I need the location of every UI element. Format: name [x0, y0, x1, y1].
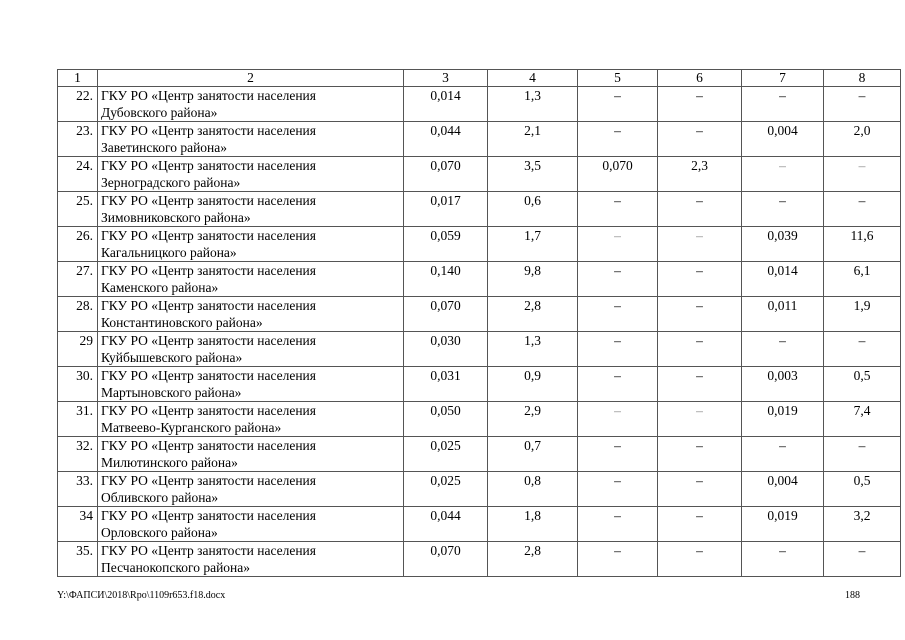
value-cell-c5: –	[578, 542, 658, 577]
value-cell-c4: 1,8	[488, 507, 578, 542]
value-cell-c4: 1,7	[488, 227, 578, 262]
organization-name-line2: Куйбышевского района»	[101, 350, 243, 365]
value-cell-c7: –	[742, 87, 824, 122]
value-cell-c6: 2,3	[658, 157, 742, 192]
table-row	[58, 437, 901, 472]
row-number: 30.	[58, 367, 98, 402]
organization-name-line1: ГКУ РО «Центр занятости населения	[101, 123, 316, 138]
organization-name-line1: ГКУ РО «Центр занятости населения	[101, 88, 316, 103]
value-cell-c7: 0,003	[742, 367, 824, 402]
table-row	[58, 472, 901, 507]
organization-name	[98, 437, 404, 472]
value-cell-c7: 0,039	[742, 227, 824, 262]
row-number: 24.	[58, 157, 98, 192]
value-cell-c6: –	[658, 87, 742, 122]
organization-name-line1: ГКУ РО «Центр занятости населения	[101, 263, 316, 278]
value-cell-c8: –	[824, 332, 901, 367]
value-cell-c6: –	[658, 507, 742, 542]
value-cell-c3: 0,014	[404, 87, 488, 122]
organization-name-line2: Зимовниковского района»	[101, 210, 251, 225]
row-number: 29	[58, 332, 98, 367]
value-cell-c8: –	[824, 157, 901, 192]
value-cell-c4: 2,9	[488, 402, 578, 437]
organization-name	[98, 332, 404, 367]
header-cell: 3	[404, 70, 488, 87]
value-cell-c3: 0,070	[404, 157, 488, 192]
row-number: 22.	[58, 87, 98, 122]
header-cell: 1	[58, 70, 98, 87]
value-cell-c8: –	[824, 542, 901, 577]
value-cell-c3: 0,044	[404, 122, 488, 157]
value-cell-c5: –	[578, 297, 658, 332]
organization-name-line2: Каменского района»	[101, 280, 219, 295]
value-cell-c7: –	[742, 192, 824, 227]
value-cell-c4: 0,9	[488, 367, 578, 402]
value-cell-c3: 0,017	[404, 192, 488, 227]
organization-name-line2: Константиновского района»	[101, 315, 263, 330]
organization-name	[98, 402, 404, 437]
table-row	[58, 297, 901, 332]
organization-name-line2: Зерноградского района»	[101, 175, 241, 190]
value-cell-c7: 0,004	[742, 122, 824, 157]
table-row	[58, 507, 901, 542]
value-cell-c4: 1,3	[488, 332, 578, 367]
organization-name	[98, 262, 404, 297]
value-cell-c3: 0,050	[404, 402, 488, 437]
value-cell-c3: 0,070	[404, 297, 488, 332]
organization-name	[98, 507, 404, 542]
value-cell-c5: –	[578, 437, 658, 472]
organization-name-line1: ГКУ РО «Центр занятости населения	[101, 193, 316, 208]
value-cell-c7: 0,004	[742, 472, 824, 507]
organization-name-line2: Песчанокопского района»	[101, 560, 251, 575]
value-cell-c5: –	[578, 332, 658, 367]
value-cell-c3: 0,025	[404, 472, 488, 507]
organization-name	[98, 367, 404, 402]
value-cell-c3: 0,025	[404, 437, 488, 472]
value-cell-c5: –	[578, 262, 658, 297]
value-cell-c8: –	[824, 437, 901, 472]
value-cell-c5: –	[578, 367, 658, 402]
value-cell-c6: –	[658, 297, 742, 332]
value-cell-c4: 9,8	[488, 262, 578, 297]
value-cell-c6: –	[658, 437, 742, 472]
organization-name-line1: ГКУ РО «Центр занятости населения	[101, 473, 316, 488]
header-cell: 2	[98, 70, 404, 87]
value-cell-c3: 0,031	[404, 367, 488, 402]
table-row	[58, 157, 901, 192]
value-cell-c6: –	[658, 227, 742, 262]
organization-name-line2: Матвеево-Курганского района»	[101, 420, 282, 435]
organization-name-line2: Орловского района»	[101, 525, 218, 540]
table-row	[58, 542, 901, 577]
organization-name-line1: ГКУ РО «Центр занятости населения	[101, 403, 316, 418]
value-cell-c6: –	[658, 332, 742, 367]
value-cell-c8: –	[824, 192, 901, 227]
table-row	[58, 367, 901, 402]
organization-name-line2: Дубовского района»	[101, 105, 218, 120]
page-number: 188	[845, 590, 860, 601]
value-cell-c5: –	[578, 507, 658, 542]
table-row	[58, 227, 901, 262]
organization-name	[98, 192, 404, 227]
value-cell-c8: 11,6	[824, 227, 901, 262]
value-cell-c3: 0,070	[404, 542, 488, 577]
row-number: 33.	[58, 472, 98, 507]
table-row	[58, 332, 901, 367]
table-row	[58, 87, 901, 122]
header-cell: 8	[824, 70, 901, 87]
row-number: 28.	[58, 297, 98, 332]
value-cell-c5: –	[578, 192, 658, 227]
value-cell-c8: 1,9	[824, 297, 901, 332]
value-cell-c4: 0,8	[488, 472, 578, 507]
value-cell-c7: 0,014	[742, 262, 824, 297]
value-cell-c6: –	[658, 472, 742, 507]
value-cell-c5: –	[578, 122, 658, 157]
value-cell-c3: 0,059	[404, 227, 488, 262]
row-number: 25.	[58, 192, 98, 227]
value-cell-c6: –	[658, 367, 742, 402]
row-number: 35.	[58, 542, 98, 577]
value-cell-c5: –	[578, 472, 658, 507]
row-number: 31.	[58, 402, 98, 437]
value-cell-c3: 0,044	[404, 507, 488, 542]
value-cell-c6: –	[658, 542, 742, 577]
organization-name-line1: ГКУ РО «Центр занятости населения	[101, 228, 316, 243]
row-number: 34	[58, 507, 98, 542]
organization-name-line2: Обливского района»	[101, 490, 219, 505]
value-cell-c4: 0,6	[488, 192, 578, 227]
organization-name-line1: ГКУ РО «Центр занятости населения	[101, 543, 316, 558]
value-cell-c6: –	[658, 402, 742, 437]
table-row	[58, 192, 901, 227]
table-header-row	[58, 70, 901, 87]
value-cell-c8: 0,5	[824, 472, 901, 507]
value-cell-c3: 0,030	[404, 332, 488, 367]
value-cell-c7: –	[742, 542, 824, 577]
organization-name-line2: Мартыновского района»	[101, 385, 242, 400]
header-cell: 4	[488, 70, 578, 87]
table-row	[58, 122, 901, 157]
value-cell-c4: 2,1	[488, 122, 578, 157]
value-cell-c4: 2,8	[488, 297, 578, 332]
header-cell: 5	[578, 70, 658, 87]
organization-name	[98, 472, 404, 507]
organization-name	[98, 542, 404, 577]
organization-name	[98, 297, 404, 332]
organization-name-line1: ГКУ РО «Центр занятости населения	[101, 333, 316, 348]
value-cell-c8: 6,1	[824, 262, 901, 297]
data-table	[57, 69, 901, 577]
row-number: 23.	[58, 122, 98, 157]
value-cell-c4: 0,7	[488, 437, 578, 472]
value-cell-c3: 0,140	[404, 262, 488, 297]
organization-name-line1: ГКУ РО «Центр занятости населения	[101, 438, 316, 453]
table-row	[58, 402, 901, 437]
organization-name	[98, 157, 404, 192]
value-cell-c7: 0,019	[742, 402, 824, 437]
value-cell-c5: –	[578, 402, 658, 437]
organization-name	[98, 227, 404, 262]
value-cell-c5: –	[578, 87, 658, 122]
organization-name	[98, 87, 404, 122]
row-number: 27.	[58, 262, 98, 297]
value-cell-c7: 0,019	[742, 507, 824, 542]
value-cell-c5: –	[578, 227, 658, 262]
value-cell-c7: 0,011	[742, 297, 824, 332]
value-cell-c7: –	[742, 157, 824, 192]
value-cell-c4: 2,8	[488, 542, 578, 577]
value-cell-c8: 3,2	[824, 507, 901, 542]
value-cell-c8: 7,4	[824, 402, 901, 437]
organization-name-line2: Милютинского района»	[101, 455, 238, 470]
value-cell-c6: –	[658, 192, 742, 227]
value-cell-c4: 3,5	[488, 157, 578, 192]
header-cell: 6	[658, 70, 742, 87]
organization-name-line1: ГКУ РО «Центр занятости населения	[101, 158, 316, 173]
organization-name-line1: ГКУ РО «Центр занятости населения	[101, 298, 316, 313]
value-cell-c7: –	[742, 332, 824, 367]
value-cell-c6: –	[658, 122, 742, 157]
organization-name-line2: Кагальницкого района»	[101, 245, 237, 260]
file-path: Y:\ФАПСИ\2018\Rpo\1109r653.f18.docx	[57, 590, 226, 601]
value-cell-c4: 1,3	[488, 87, 578, 122]
row-number: 32.	[58, 437, 98, 472]
value-cell-c6: –	[658, 262, 742, 297]
organization-name-line2: Заветинского района»	[101, 140, 228, 155]
table-row	[58, 262, 901, 297]
value-cell-c7: –	[742, 437, 824, 472]
organization-name-line1: ГКУ РО «Центр занятости населения	[101, 368, 316, 383]
header-cell: 7	[742, 70, 824, 87]
organization-name	[98, 122, 404, 157]
value-cell-c5: 0,070	[578, 157, 658, 192]
value-cell-c8: –	[824, 87, 901, 122]
value-cell-c8: 2,0	[824, 122, 901, 157]
row-number: 26.	[58, 227, 98, 262]
value-cell-c8: 0,5	[824, 367, 901, 402]
organization-name-line1: ГКУ РО «Центр занятости населения	[101, 508, 316, 523]
